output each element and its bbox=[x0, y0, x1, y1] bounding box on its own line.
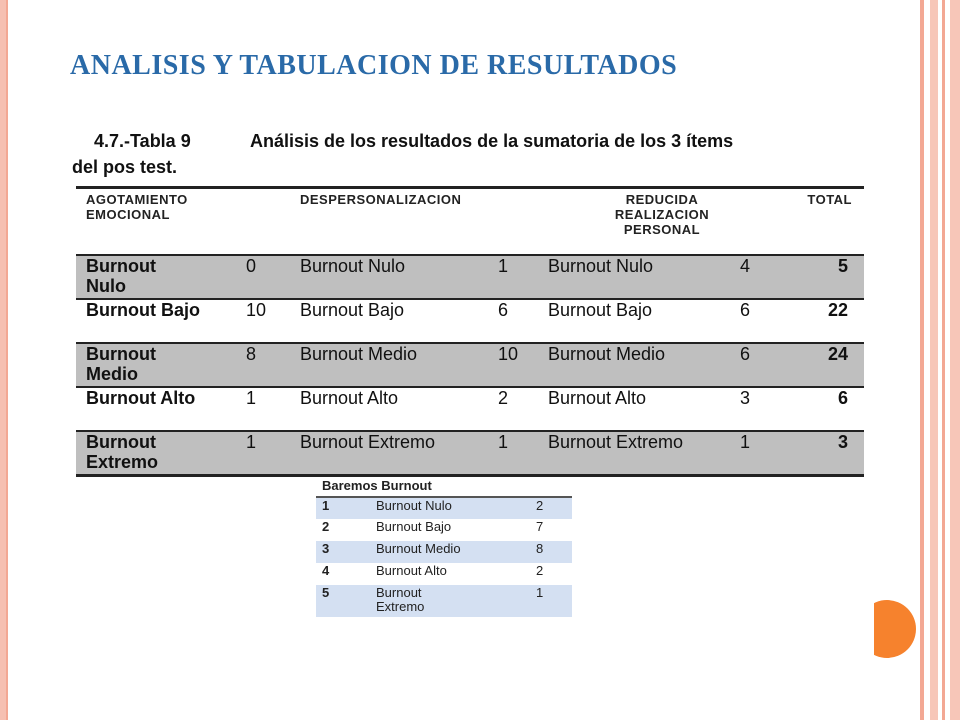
cell-agotamiento: 8 bbox=[236, 343, 290, 387]
frame-stripe bbox=[942, 0, 945, 720]
baremos-value: 1 bbox=[530, 585, 572, 617]
header-agotamiento-line-2: EMOCIONAL bbox=[86, 207, 170, 222]
table-caption bbox=[72, 128, 872, 180]
baremos-row bbox=[316, 541, 572, 563]
baremos-number: 4 bbox=[322, 563, 330, 578]
cell-total: 24 bbox=[786, 343, 864, 387]
right-frame-border bbox=[920, 0, 960, 720]
row-category: Burnout Alto bbox=[86, 388, 196, 408]
cell-agotamiento: 0 bbox=[236, 255, 290, 299]
cell-desp-label: Burnout Medio bbox=[290, 343, 488, 387]
cell-rrp-label: Burnout Extremo bbox=[538, 431, 730, 475]
cell-rrp: 3 bbox=[740, 388, 751, 408]
row-category: Burnout Medio bbox=[76, 343, 236, 387]
left-frame-border bbox=[0, 0, 8, 720]
row-category: Burnout Extremo bbox=[76, 431, 236, 475]
baremos-number: 2 bbox=[322, 519, 330, 534]
baremos-label: Burnout Nulo bbox=[370, 497, 530, 519]
baremos-row bbox=[316, 519, 572, 541]
frame-stripe bbox=[930, 0, 938, 720]
cell-agotamiento: 10 bbox=[246, 300, 267, 320]
header-despersonalizacion: DESPERSONALIZACION bbox=[300, 192, 462, 207]
cell-rrp: 4 bbox=[730, 255, 786, 299]
table-row-extremo bbox=[76, 431, 864, 475]
table-number: 4.7.-Tabla 9 bbox=[94, 131, 191, 151]
decorative-circle-mask bbox=[852, 596, 874, 662]
cell-desp-label: Burnout Bajo bbox=[300, 300, 405, 320]
row-category: Burnout Nulo bbox=[76, 255, 236, 299]
table-row-bajo bbox=[76, 299, 864, 343]
baremos-row bbox=[316, 497, 572, 519]
baremos-number: 5 bbox=[316, 585, 370, 617]
baremos-number: 1 bbox=[316, 497, 370, 519]
cell-total: 6 bbox=[837, 388, 848, 408]
baremos-row bbox=[316, 585, 572, 617]
table-row-medio bbox=[76, 343, 864, 387]
baremos-value: 2 bbox=[536, 563, 544, 578]
header-total: TOTAL bbox=[807, 192, 852, 207]
results-table bbox=[76, 186, 864, 477]
cell-agotamiento: 1 bbox=[246, 388, 257, 408]
header-agotamiento bbox=[76, 188, 290, 256]
cell-rrp: 1 bbox=[730, 431, 786, 475]
cell-rrp-label: Burnout Bajo bbox=[548, 300, 653, 320]
cell-rrp: 6 bbox=[740, 300, 751, 320]
cell-total: 3 bbox=[786, 431, 864, 475]
cell-total: 5 bbox=[786, 255, 864, 299]
cell-rrp: 6 bbox=[730, 343, 786, 387]
header-reducida-line-1: REDUCIDA bbox=[625, 192, 699, 207]
cell-desp: 10 bbox=[488, 343, 538, 387]
header-agotamiento-line-1: AGOTAMIENTO bbox=[86, 192, 188, 207]
table-header-row bbox=[76, 188, 864, 256]
baremos-value: 7 bbox=[536, 519, 544, 534]
cell-total: 22 bbox=[827, 300, 848, 320]
row-category: Burnout Bajo bbox=[86, 300, 200, 320]
caption-line-1: Análisis de los resultados de la sumatoria de los 3 ítems bbox=[250, 131, 734, 151]
baremos-title: Baremos Burnout bbox=[316, 474, 572, 497]
cell-desp: 1 bbox=[488, 255, 538, 299]
table-row-alto bbox=[76, 387, 864, 431]
cell-rrp-label: Burnout Alto bbox=[548, 388, 647, 408]
baremos-value: 2 bbox=[530, 497, 572, 519]
cell-agotamiento: 1 bbox=[236, 431, 290, 475]
cell-desp: 2 bbox=[498, 388, 509, 408]
cell-desp-label: Burnout Extremo bbox=[290, 431, 488, 475]
baremos-label: Burnout Bajo bbox=[376, 519, 452, 534]
baremos-label: Burnout Alto bbox=[376, 563, 447, 578]
baremos-label: Burnout Extremo bbox=[370, 585, 530, 617]
cell-rrp-label: Burnout Nulo bbox=[538, 255, 730, 299]
slide-title: ANALISIS Y TABULACION DE RESULTADOS bbox=[70, 50, 678, 81]
frame-stripe bbox=[950, 0, 960, 720]
header-reducida-line-2: REALIZACION bbox=[614, 207, 710, 222]
baremos-table bbox=[316, 474, 572, 617]
baremos-number: 3 bbox=[316, 541, 370, 563]
frame-stripe bbox=[920, 0, 924, 720]
baremos-label: Burnout Medio bbox=[370, 541, 530, 563]
table-row-nulo bbox=[76, 255, 864, 299]
cell-desp-label: Burnout Alto bbox=[300, 388, 399, 408]
baremos-value: 8 bbox=[530, 541, 572, 563]
caption-line-2: del pos test. bbox=[72, 157, 178, 177]
cell-desp: 1 bbox=[488, 431, 538, 475]
cell-rrp-label: Burnout Medio bbox=[538, 343, 730, 387]
cell-desp: 6 bbox=[498, 300, 509, 320]
header-reducida bbox=[538, 188, 786, 256]
header-reducida-line-3: PERSONAL bbox=[623, 222, 701, 237]
cell-desp-label: Burnout Nulo bbox=[290, 255, 488, 299]
baremos-row bbox=[316, 563, 572, 585]
